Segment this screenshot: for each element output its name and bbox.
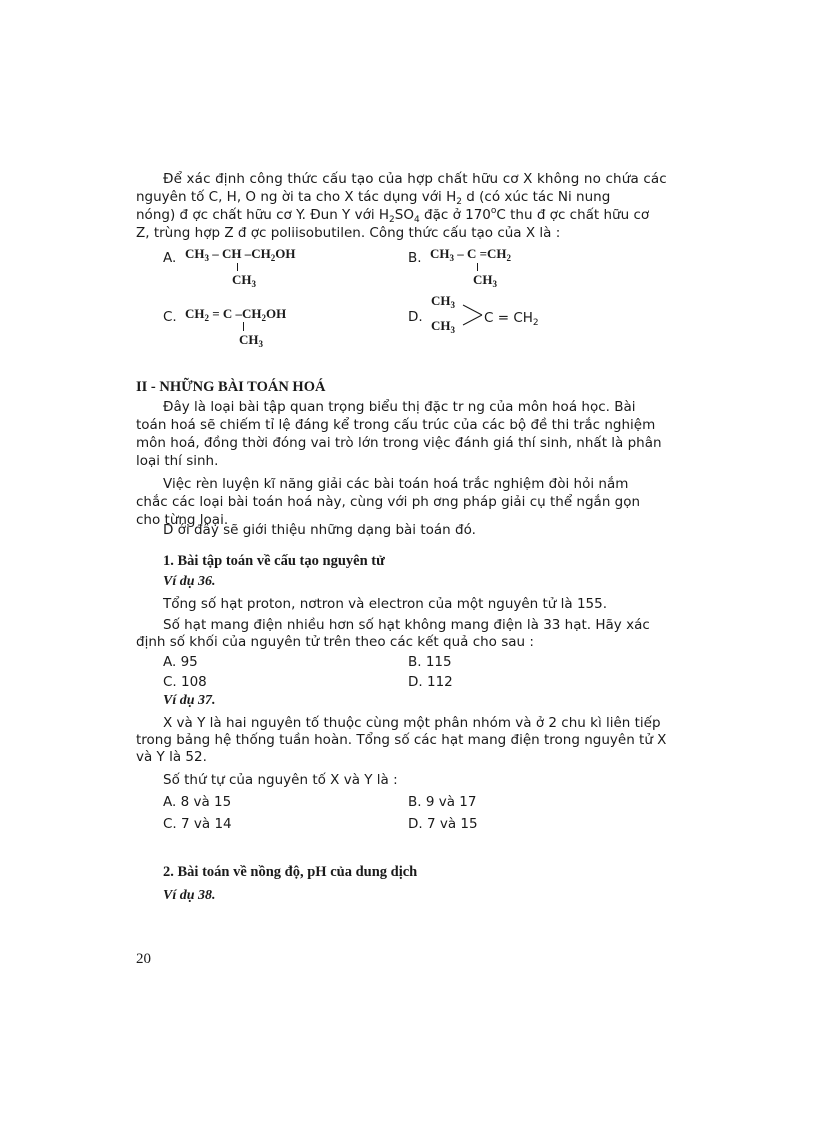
formula-a-bond [237,263,238,271]
subsection1-title: 1. Bài tập toán về cấu tạo nguyên tử [163,553,385,569]
section-para1-line2: toán hoá sẽ chiếm tỉ lệ đáng kể trong cấu trúc của các bộ đề thi trắc nghiệm [136,417,656,433]
example37-line1: X và Y là hai nguyên tố thuộc cùng một phân nhóm và ở 2 chu kì liên tiếp [163,715,661,731]
example36-option-a: A. 95 [163,654,198,670]
example36-option-b: B. 115 [408,654,452,670]
section-para3: D ới đây sẽ giới thiệu những dạng bài toán đó. [163,522,476,538]
formula-b-branch: $CH_3$ [473,272,497,289]
intro-line-3: nóng) đ ợc chất hữu cơ Y. Đun Y với $H_2SO_4$ đặc ở 170$^o$C thu đ ợc chất hữu cơ [136,206,650,225]
formula-c-branch: $CH_3$ [239,332,263,349]
example36-option-c: C. 108 [163,674,207,690]
formula-b: $CH_3 - C =CH_2$ [430,246,512,263]
formula-b-bond [477,263,478,271]
section-para1-line1: Đây là loại bài tập quan trọng biểu thị đặc tr ng của môn hoá học. Bài [163,399,636,415]
example37-label: Ví dụ 37. [163,693,216,708]
option-b-label: B. [408,250,422,266]
example36-line3: định số khối của nguyên tử trên theo các kết quả cho sau : [136,634,534,650]
formula-a: $CH_3$ – CH $-CH_2OH$ [185,246,296,263]
formula-d-tail: $C = CH_2$ [484,310,539,328]
section-para1-line3: môn hoá, đồng thời đóng vai trò lớn trong việc đánh giá thí sinh, nhất là phân [136,435,662,451]
section-para2-line1: Việc rèn luyện kĩ năng giải các bài toán hoá trắc nghiệm đòi hỏi nắm [163,476,629,492]
example36-line1: Tổng số hạt proton, nơtron và electron của một nguyên tử là 155. [163,596,608,612]
option-d-label: D. [408,309,423,325]
example37-option-a: A. 8 và 15 [163,794,232,810]
example38-label: Ví dụ 38. [163,888,216,903]
formula-c: $CH_2 = C$ $-CH_2OH$ [185,306,287,323]
formula-d-bottom: $CH_3$ [431,318,455,335]
option-a-label: A. [163,250,177,266]
formula-d-bonds [462,302,484,328]
option-c-label: C. [163,309,177,325]
formula-c-bond [243,322,244,331]
example36-line2: Số hạt mang điện nhiều hơn số hạt không mang điện là 33 hạt. Hãy xác [163,617,650,633]
section-para1-line4: loại thí sinh. [136,453,219,469]
intro-line-1: Để xác định công thức cấu tạo của hợp chất hữu cơ X không no chứa các [163,171,667,187]
formula-a-branch: $CH_3$ [232,272,256,289]
example37-option-d: D. 7 và 15 [408,816,478,832]
example37-option-c: C. 7 và 14 [163,816,232,832]
intro-line-2: nguyên tố C, H, O ng ời ta cho X tác dụng với $H_2$ d (có xúc tác Ni nung [136,189,611,207]
section-para2-line2: chắc các loại bài toán hoá này, cùng với ph ơng pháp giải cụ thể ngắn gọn [136,494,641,510]
formula-d-top: $CH_3$ [431,293,455,310]
example36-label: Ví dụ 36. [163,574,216,589]
page-number: 20 [136,951,151,967]
example37-option-b: B. 9 và 17 [408,794,477,810]
example37-line4: Số thứ tự của nguyên tố X và Y là : [163,772,398,788]
example37-line2: trong bảng hệ thống tuần hoàn. Tổng số các hạt mang điện trong nguyên tử X [136,732,667,748]
intro-line-4: Z, trùng hợp Z đ ợc poliisobutilen. Công thức cấu tạo của X là : [136,225,561,241]
subsection2-title: 2. Bài toán về nồng độ, pH của dung dịch [163,864,418,880]
section-para2-line3: cho từng loại. [136,512,229,528]
section-title: II - NHỮNG BÀI TOÁN HOÁ [136,379,326,395]
example36-option-d: D. 112 [408,674,453,690]
example37-line3: và Y là 52. [136,749,207,765]
